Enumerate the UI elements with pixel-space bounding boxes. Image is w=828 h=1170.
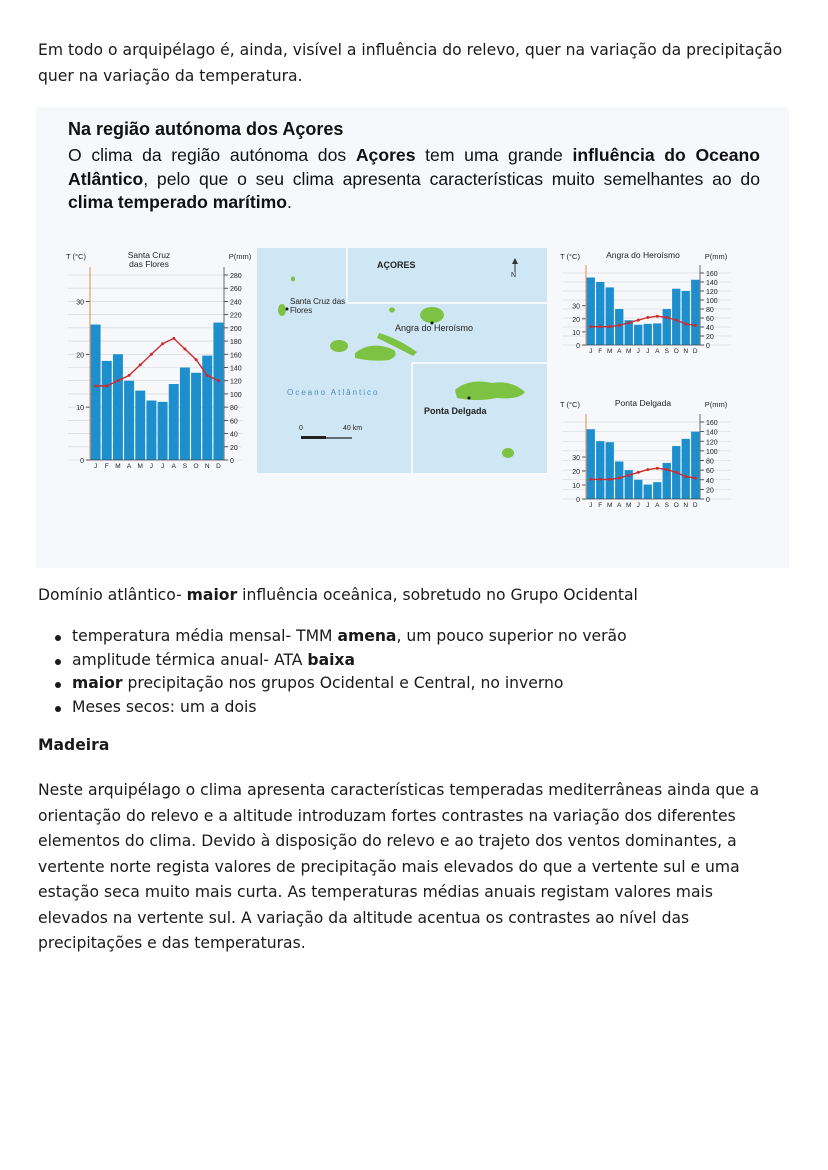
- place-ponta-delgada: Ponta Delgada: [424, 406, 487, 416]
- island-flores: [278, 304, 286, 316]
- month-label: F: [598, 502, 603, 509]
- precip-bar: [653, 323, 661, 345]
- text-bold: amena: [337, 627, 397, 645]
- temp-point: [161, 342, 164, 345]
- month-label: A: [655, 502, 660, 509]
- precip-bar: [682, 439, 690, 499]
- map-title: AÇORES: [377, 260, 416, 270]
- month-label: A: [171, 463, 176, 470]
- island-corvo: [291, 277, 295, 282]
- temp-point: [172, 337, 175, 340]
- month-label: N: [683, 348, 689, 355]
- text-bold: maior: [186, 586, 238, 604]
- precip-bar: [124, 381, 134, 460]
- left-tick-label: 30: [572, 455, 580, 462]
- right-tick-label: 20: [706, 487, 714, 495]
- precip-bar: [672, 289, 680, 345]
- temp-point: [589, 325, 592, 328]
- month-label: O: [673, 502, 679, 509]
- precip-bar: [191, 373, 201, 460]
- precip-bar: [91, 325, 101, 460]
- right-tick-label: 120: [706, 439, 718, 447]
- map-shapes: [257, 248, 547, 473]
- text-part: amplitude térmica anual- ATA: [72, 650, 308, 669]
- text-part: precipitação nos grupos Ocidental e Central, no inverno: [122, 674, 564, 692]
- month-label: M: [115, 463, 121, 470]
- right-tick-label: 100: [230, 391, 242, 399]
- island-faial: [330, 340, 348, 352]
- list-item: [38, 696, 798, 720]
- island-terceira: [420, 307, 444, 323]
- temp-point: [618, 324, 621, 327]
- island-sao-miguel: [455, 382, 525, 400]
- temp-point: [656, 467, 659, 470]
- temp-point: [150, 353, 153, 356]
- right-tick-label: 280: [230, 273, 242, 280]
- temp-point: [94, 385, 97, 388]
- temp-point: [665, 468, 668, 471]
- left-tick-label: 20: [76, 352, 84, 360]
- temp-point: [646, 468, 649, 471]
- text-bold: baixa: [307, 650, 356, 669]
- azores-map: [257, 248, 547, 473]
- text-bold: maior: [72, 674, 123, 692]
- chart-title: Ponta Delgada: [614, 398, 672, 408]
- month-label: D: [692, 502, 698, 509]
- precip-bar: [169, 384, 179, 460]
- y-right-label: P(mm): [704, 252, 728, 261]
- list-item: [38, 625, 798, 649]
- temp-point: [637, 471, 640, 474]
- temp-point: [608, 325, 611, 328]
- y-left-label: T (°C): [560, 252, 580, 261]
- right-tick-label: 0: [706, 343, 710, 350]
- scale-label: 40 km: [343, 425, 363, 432]
- text-bold: clima temperado marítimo: [68, 192, 288, 212]
- temp-point: [183, 348, 186, 351]
- month-label: O: [673, 348, 679, 355]
- y-left-label: T (°C): [66, 252, 86, 261]
- temp-point: [684, 475, 687, 478]
- precip-bar: [691, 432, 699, 499]
- azores-figure: [36, 107, 789, 568]
- text-part: influência oceânica, sobretudo no Grupo Ocidental: [237, 586, 638, 604]
- right-tick-label: 40: [706, 325, 714, 332]
- temp-point: [206, 374, 209, 377]
- month-label: J: [93, 463, 98, 470]
- month-label: J: [646, 348, 650, 355]
- temp-point: [694, 324, 697, 327]
- place-santa-cruz: Santa Cruz das Flores: [290, 297, 346, 315]
- month-label: J: [646, 502, 650, 509]
- temp-point: [656, 315, 659, 318]
- precip-bar: [596, 441, 604, 499]
- right-tick-label: 240: [230, 299, 242, 307]
- left-tick-label: 20: [572, 316, 580, 324]
- month-label: J: [160, 463, 165, 470]
- precip-bar: [213, 323, 223, 460]
- month-label: J: [589, 348, 593, 355]
- precip-bar: [682, 291, 690, 345]
- text-part: O clima da região autónoma dos: [68, 145, 356, 165]
- right-tick-label: 60: [706, 468, 714, 476]
- precip-bar: [158, 402, 168, 460]
- list-item: [38, 649, 798, 673]
- island-graciosa: [389, 308, 395, 313]
- right-tick-label: 140: [706, 429, 718, 437]
- right-tick-label: 20: [230, 444, 238, 452]
- temp-point: [195, 358, 198, 361]
- precip-bar: [606, 287, 614, 345]
- month-label: N: [204, 463, 210, 470]
- right-tick-label: 40: [706, 477, 714, 485]
- bullet-list: [38, 625, 798, 719]
- ocean-label: Oceano Atlântico: [287, 388, 380, 397]
- left-tick-label: 30: [572, 303, 580, 311]
- chart-title: Santa Cruz: [127, 250, 171, 260]
- right-tick-label: 60: [706, 316, 714, 323]
- precip-bar: [113, 354, 123, 460]
- month-label: J: [149, 463, 154, 470]
- text-part: , pelo que o seu clima apresenta características muito semelhantes ao do: [143, 168, 760, 189]
- climate-chart-ponta-delgada: [558, 396, 733, 546]
- right-tick-label: 140: [706, 280, 718, 287]
- madeira-heading: Madeira: [38, 736, 110, 754]
- precip-bar: [587, 278, 595, 346]
- month-label: S: [664, 348, 669, 355]
- y-right-label: P(mm): [704, 400, 728, 409]
- precip-bar: [615, 309, 623, 345]
- chart-title: Angra do Heroísmo: [606, 250, 680, 260]
- figure-title: Na região autónoma dos Açores: [68, 119, 344, 139]
- temp-point: [675, 471, 678, 474]
- month-label: A: [617, 502, 622, 509]
- month-label: A: [126, 463, 132, 470]
- precip-bar: [135, 391, 145, 460]
- left-tick-label: 0: [576, 343, 580, 350]
- month-label: J: [636, 502, 640, 509]
- y-left-label: T (°C): [560, 400, 580, 409]
- temp-point: [139, 363, 142, 366]
- month-label: J: [589, 502, 593, 509]
- temp-point: [217, 379, 220, 382]
- precip-bar: [634, 325, 642, 345]
- island-santa-maria: [502, 448, 514, 458]
- right-tick-label: 120: [230, 378, 242, 386]
- right-tick-label: 40: [230, 431, 238, 439]
- precip-bar: [596, 282, 604, 345]
- temp-point: [684, 323, 687, 326]
- temp-point: [627, 474, 630, 477]
- month-label: J: [636, 348, 640, 355]
- intro-paragraph: Em todo o arquipélago é, ainda, visível a influência do relevo, quer na variação da precipitação quer na variação da temperatura.: [38, 41, 783, 85]
- temp-point: [116, 379, 119, 382]
- madeira-paragraph: Neste arquipélago o clima apresenta características temperadas mediterrâneas ainda que a orientação do relevo e a altitude introduzam fortes contrastes na variação dos diferentes elementos do clima. Devido à disposição do relevo e ao trajeto dos ventos dominantes, a vertente norte regista valores de precipitação mais elevados do que a vertente sul e uma estação seca muito mais curta. As temperaturas médias anuais registam valores mais elevados na vertente sul. A variação da altitude acentua os contrastes ao nível das precipitações e das temperaturas.: [38, 781, 760, 952]
- text-part: .: [287, 192, 292, 212]
- right-tick-label: 80: [230, 405, 238, 413]
- month-label: O: [193, 463, 199, 470]
- island-pico: [355, 346, 396, 361]
- temp-point: [105, 385, 108, 388]
- temp-point: [665, 316, 668, 319]
- temp-point: [646, 316, 649, 319]
- precip-bar: [634, 480, 642, 499]
- precip-bar: [663, 309, 671, 345]
- month-label: M: [607, 502, 613, 509]
- list-item: [38, 672, 798, 696]
- month-label: D: [216, 463, 221, 470]
- y-right-label: P(mm): [228, 252, 252, 261]
- precip-bar: [653, 482, 661, 499]
- right-tick-label: 160: [706, 271, 718, 278]
- month-label: S: [664, 502, 669, 509]
- right-tick-label: 260: [230, 286, 242, 294]
- right-tick-label: 80: [706, 458, 714, 466]
- right-tick-label: 220: [230, 312, 242, 320]
- left-tick-label: 30: [76, 299, 84, 307]
- month-label: M: [626, 348, 632, 355]
- north-label: N: [511, 272, 517, 279]
- right-tick-label: 160: [230, 352, 242, 360]
- text-bold: Açores: [355, 145, 416, 165]
- text-part: , um pouco superior no verão: [396, 627, 627, 645]
- left-tick-label: 10: [76, 405, 84, 413]
- temp-point: [608, 478, 611, 481]
- month-label: A: [655, 348, 660, 355]
- temp-point: [618, 477, 621, 480]
- text-part: Meses secos: um a dois: [72, 697, 257, 716]
- month-label: N: [683, 502, 689, 509]
- right-tick-label: 160: [706, 420, 718, 427]
- temp-point: [599, 325, 602, 328]
- right-tick-label: 120: [706, 289, 718, 296]
- precip-bar: [644, 324, 652, 345]
- precip-bar: [644, 485, 652, 499]
- right-tick-label: 100: [706, 298, 718, 305]
- precip-bar: [587, 429, 595, 499]
- place-angra: Angra do Heroísmo: [395, 323, 474, 333]
- temp-point: [694, 477, 697, 480]
- climate-chart-santa-cruz: [64, 248, 252, 483]
- month-label: F: [104, 463, 109, 470]
- left-tick-label: 20: [572, 469, 580, 476]
- temp-point: [675, 319, 678, 322]
- chart-title: das Flores: [129, 259, 169, 269]
- temp-point: [599, 478, 602, 481]
- month-label: F: [598, 348, 603, 355]
- temp-point: [589, 478, 592, 481]
- atlantic-domain-line: [38, 583, 790, 609]
- month-label: S: [182, 463, 188, 470]
- precip-bar: [180, 368, 190, 461]
- left-tick-label: 10: [572, 483, 580, 490]
- precip-bar: [615, 461, 623, 499]
- temp-point: [627, 321, 630, 324]
- temp-point: [128, 374, 131, 377]
- right-tick-label: 180: [230, 339, 242, 347]
- precip-bar: [691, 280, 699, 345]
- month-label: D: [692, 348, 698, 355]
- scale-zero: 0: [299, 425, 303, 432]
- right-tick-label: 20: [706, 334, 714, 341]
- month-label: M: [626, 502, 632, 509]
- text-bold: influência do Oceano Atlântico: [68, 145, 760, 189]
- right-tick-label: 140: [230, 365, 242, 373]
- figure-text: [68, 144, 760, 215]
- month-label: M: [607, 348, 613, 355]
- right-tick-label: 0: [230, 458, 234, 465]
- text-part: Domínio atlântico-: [38, 586, 187, 604]
- precip-bar: [102, 361, 112, 460]
- month-label: A: [617, 348, 622, 355]
- right-tick-label: 0: [706, 497, 710, 504]
- month-label: M: [137, 463, 143, 470]
- left-tick-label: 0: [576, 497, 580, 504]
- precip-bar: [606, 442, 614, 499]
- left-tick-label: 0: [80, 458, 84, 465]
- right-tick-label: 60: [230, 418, 238, 426]
- temp-point: [637, 319, 640, 322]
- climate-chart-angra: [558, 248, 733, 393]
- precip-bar: [146, 401, 156, 460]
- text-part: tem uma grande: [415, 145, 573, 165]
- left-tick-label: 10: [572, 329, 580, 337]
- right-tick-label: 200: [230, 325, 242, 333]
- text-part: temperatura média mensal- TMM: [72, 627, 338, 645]
- right-tick-label: 100: [706, 448, 718, 456]
- right-tick-label: 80: [706, 307, 714, 314]
